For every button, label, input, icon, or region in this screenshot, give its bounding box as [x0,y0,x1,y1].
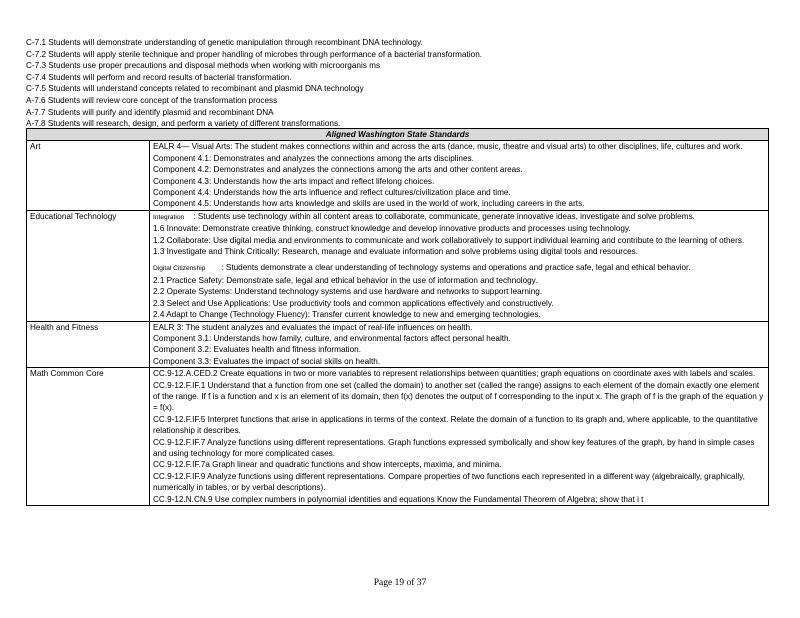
standard-line: 2.1 Practice Safety: Demonstrate safe, legal and ethical behavior in the use of information and technology. [153,275,538,285]
standard-item: A-7.8 Students will research, design, and perform a variety of different transformations. [26,119,341,129]
subject-cell: Math Common Core [27,368,150,506]
standard-line: Component 4.5: Understands how arts knowledge and skills are used in the world of work, including careers in the arts. [153,199,585,209]
table-row-art [27,141,769,210]
table-header-row [27,129,769,141]
standard-item: C-7.3 Students use proper precautions and disposal methods when working with microorganis ms [26,61,381,71]
table-row-math [27,368,769,506]
standard-line: CC.9-12.A.CED.2 Create equations in two or more variables to represent relationships between quantities; graph equations on coordinate axes with labels and scales. [153,369,756,379]
table-row-edtech [27,210,769,321]
standard-line: EALR 3: The student analyzes and evaluates the impact of real-life influences on health. [153,322,473,332]
standard-line: 2.3 Select and Use Applications: Use productivity tools and common applications effectively and constructively. [153,298,554,308]
standard-item: C-7.2 Students will apply sterile technique and proper handling of microbes through performance of a bacterial transformation. [26,49,483,59]
standard-line: Component 4.3: Understands how the arts impact and reflect lifelong choices. [153,176,435,186]
standards-table [26,128,769,506]
standard-line: CC.9-12.F.IF.5 Interpret functions that arise in applications in terms of the context. Relate the domain of a function to its graph and, where applicable, to the quantitative relationship it describes. [153,414,758,436]
standard-line: 1.2 Collaborate: Use digital media and environments to communicate and work collaboratively to support individual learning and contribute to the learning of others. [153,235,745,245]
standard-line: CC.9-12.F.IF.7 Analyze functions using different representations. Graph functions expressed symbolically and show key features of the graph, by hand in simple cases and using technology for more complicated cases. [153,437,755,458]
standard-line: 1.3 Investigate and Think Critically: Research, manage and evaluate information and solve problems using digital tools and resources. [153,247,639,257]
standard-item: C-7.4 Students will perform and record results of bacterial transformation. [26,72,292,82]
standard-line: Component 3.1: Understands how family, culture, and environmental factors affect personal health. [153,333,511,343]
standard-line: CC.9-12.F.IF.9 Analyze functions using different representations. Compare properties of two functions each represented in a different way (algebraically, graphically, numerically in tables, or by verbal descriptions). [153,471,745,493]
citizenship-text: : Students demonstrate a clear understanding of technology systems and operations and practice safe, legal and ethical behavior. [221,263,691,273]
page-number: Page 19 of 37 [373,578,427,588]
standard-line: 2.2 Operate Systems: Understand technology systems and use hardware and networks to support learning. [153,287,543,297]
subject-cell: Art [27,141,150,210]
integration-text: : Students use technology within all content areas to collaborate, communicate, generate innovative ideas, investigate and solve problems. [193,211,695,221]
standard-line: 1.6 Innovate: Demonstrate creative thinking, construct knowledge and develop innovative products and processes using technology. [153,224,631,234]
subject-cell: Educational Technology [27,210,150,321]
standard-line: Component 3.2: Evaluates health and fitness information. [153,345,361,355]
subject-cell: Health and Fitness [27,321,150,368]
standard-line: CC.9-12.F.IF.1 Understand that a function from one set (called the domain) to another set (called the range) assigns to each element of the domain exactly one element of the range. If f is a function and x is an element of its domain, then f(x) denotes the output of f corresponding to the input x. The graph of f is the graph of the equation y = f(x). [153,380,764,413]
content-cell [150,210,769,321]
standard-line: Component 4.4: Understands how the arts influence and reflect cultures/civilization place and time. [153,188,511,198]
citizenship-lead: Digital Citizenship [153,265,206,273]
citizenship-paragraph [153,262,765,274]
standard-item: A-7.7 Students will purify and identify plasmid and recombinant DNA [26,107,274,117]
table-title: Aligned Washington State Standards [27,129,769,141]
standard-line: Component 4.1: Demonstrates and analyzes the connections among the arts disciplines. [153,153,474,163]
standard-item: A-7.6 Students will review core concept of the transformation process [26,95,278,105]
standard-item: C-7.5 Students will understand concepts related to recombinant and plasmid DNA technology [26,84,364,94]
content-cell [150,321,769,368]
integration-paragraph [153,211,765,223]
standard-line: CC.9-12.F.IF.7a Graph linear and quadratic functions and show intercepts, maxima, and minima. [153,460,502,470]
content-cell [150,368,769,506]
table-row-health [27,321,769,368]
standard-line: Component 4.2: Demonstrates and analyzes the connections among the arts and other content areas. [153,165,523,175]
integration-lead: Integration [153,213,185,221]
standard-item: C-7.1 Students will demonstrate understanding of genetic manipulation through recombinant DNA technology. [26,38,423,47]
standard-line: Component 3.3: Evaluates the impact of social skills on health. [153,356,381,366]
standard-line: 2.4 Adapt to Change (Technology Fluency): Transfer current knowledge to new and emerging technologies. [153,310,541,320]
standard-line: CC.9-12.N.CN.9 Use complex numbers in polynomial identities and equations Know the Fundamental Theorem of Algebra; show that i t [153,494,644,504]
standard-line: EALR 4— Visual Arts: The student makes connections within and across the arts (dance, music, theatre and visual arts) to other disciplines, life, cultures and work. [153,142,743,152]
standards-list [26,37,766,130]
content-cell [150,141,769,210]
